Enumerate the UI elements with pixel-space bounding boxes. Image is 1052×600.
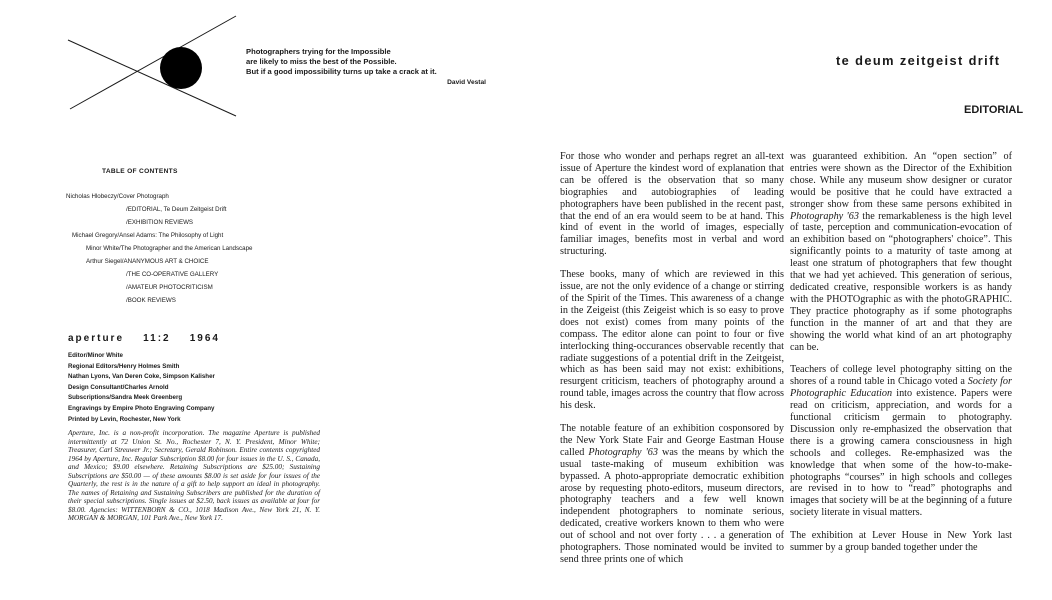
toc-item: Nicholas Hlobeczy/Cover Photograph xyxy=(66,193,169,200)
staff-item: Regional Editors/Henry Holmes Smith xyxy=(68,362,180,370)
exhibition-title: Photography '63 xyxy=(790,210,859,222)
toc-item: Arthur Siegel/ANANYMOUS ART & CHOICE xyxy=(86,258,209,265)
aperture-logo xyxy=(66,12,238,118)
staff-item: Engravings by Empire Photo Engraving Company xyxy=(68,404,215,412)
editorial-paragraph: These books, many of which are reviewed in this issue, are not the only evidence of a change or stirring of the Spirit of the Times. This awareness of a change in the Zeigeist (this Zeigeist which is so easy to prove does not exist) comes from many points of the compass. The editor alone can point to four or five interlocking thing-occurances observable recently that radiate suggestions of a potential drift in the Zeitgeist, which as has been said may not exist: exhibitions, resurgent criticism, teachers of photography around a round table, images across the country that flow across his desk. xyxy=(560,269,784,412)
editorial-paragraph: The notable feature of an exhibition cosponsored by the New York State Fair and George Eastman House called Photography '63 was the means by which the usual taste-making of museum exhibition was bypassed. A photo-appropriate democratic exhibition arose by requesting photo-editors, museum directors, photography teachers and a few well known independent photographers to nominate serious, dedicated, creative workers known to them who were out of school and not over forty . . . a generation of photographers. Those nominated would be invited to send three prints one of which xyxy=(560,423,784,565)
toc-item: /THE CO-OPERATIVE GALLERY xyxy=(126,271,219,278)
toc-item: Michael Gregory/Ansel Adams: The Philosophy of Light xyxy=(72,232,224,239)
epigraph-line: are likely to miss the best of the Possible. xyxy=(246,57,397,67)
magazine-name: aperture xyxy=(68,333,125,344)
epigraph xyxy=(246,47,486,88)
staff-list xyxy=(68,351,215,425)
section-label: EDITORIAL xyxy=(964,104,1024,116)
logo-line-1 xyxy=(68,40,236,116)
staff-item: Editor/Minor White xyxy=(68,352,123,359)
toc-item: /EXHIBITION REVIEWS xyxy=(126,219,194,226)
staff-item: Nathan Lyons, Van Deren Coke, Simpson Kalisher xyxy=(68,373,215,381)
editorial-paragraph: For those who wonder and perhaps regret an all-text issue of Aperture the kindest word of explanation that can be offered is the observation that so many biographies and autobiographies of leading photographers have been published in the recent past, that the end of an era would seem to be at hand. This kind of event in the world of images, especially familiar images, benefits most in verbal and word structuring. xyxy=(560,151,784,258)
exhibition-title: Photography '63 xyxy=(588,446,658,458)
editorial-paragraph: Teachers of college level photography sitting on the shores of a round table in Chicago voted a Society for Photographic Education into existence. Papers were read on criticism, appreciation, and words for a functional criticism germain to photography. Discussion only re-emphasized the observation that there is a growing camera consciousness in high schools and colleges. Re-emphasized was the knowledge that when some of the how-to-make-photographs “courses” in high schools and colleges are revised in to how to “read” photographs and images that society will be at the beginning of a future society literate in visual matters. xyxy=(790,364,1013,519)
issue-line xyxy=(68,333,220,344)
toc-item: /EDITORIAL, Te Deum Zeitgeist Drift xyxy=(126,206,227,213)
editorial-column-right xyxy=(790,151,1012,565)
staff-item: Printed by Levin, Rochester, New York xyxy=(68,415,181,423)
logo-black-disc xyxy=(160,47,202,89)
epigraph-line: But if a good impossibility turns up take a crack at it. xyxy=(246,67,437,77)
epigraph-line: Photographers trying for the Impossible xyxy=(246,47,391,56)
toc-item: /BOOK REVIEWS xyxy=(126,297,176,304)
editorial-title: te deum zeitgeist drift xyxy=(836,53,1001,68)
toc-item: Minor White/The Photographer and the American Landscape xyxy=(86,245,253,252)
editorial-paragraph: The exhibition at Lever House in New York last summer by a group banded together under the xyxy=(790,530,1012,554)
editorial-column-left xyxy=(560,151,784,577)
publisher-note: Aperture, Inc. is a non-profit incorporation. The magazine Aperture is published intermittently at 72 Union St. No., Rochester 7, N. Y. President, Minor White; Treasurer, Carl Streuwer Jr.; Secretary, Gerald Robinson. Entire contents copyrighted 1964 by Aperture, Inc. Regular Subscription $8.00 for four issues in the U. S., Canada, and Mexico; $9.00 elsewhere. Retaining Subscriptions are $25.00; Sustaining Subscriptions are $50.00 — of these amounts $8.00 is set aside for four issues of the Quarterly, the rest is in the nature of a gift to help support an ideal in photography. The names of Retaining and Sustaining Subscribers are published for the duration of their special subscriptions. Single issues at $2.50, back issues as available at four for $8.00. Agencies: WITTENBORN & CO., 1018 Madison Ave., New York 21, N. Y. MORGAN & MORGAN, 101 Park Ave., New York 17. xyxy=(68,429,320,523)
issue-volume: 11:2 xyxy=(143,333,171,344)
staff-item: Subscriptions/Sandra Meek Greenberg xyxy=(68,394,183,402)
toc-item: /AMATEUR PHOTOCRITICISM xyxy=(126,284,213,291)
society-name: Society for Photographic Education xyxy=(790,376,1012,400)
staff-item: Design Consultant/Charles Arnold xyxy=(68,383,169,391)
epigraph-author: David Vestal xyxy=(447,78,486,86)
logo-line-2 xyxy=(70,16,236,109)
toc-heading: TABLE OF CONTENTS xyxy=(102,168,178,175)
issue-year: 1964 xyxy=(189,333,220,344)
editorial-paragraph: was guaranteed exhibition. An “open section” of entries were shown as the Director of the Exhibition chose. While any museum show designer or curator would be positive that he could have extracted a stronger show from these same persons exhibited in Photography '63 the remarkableness is the high level of taste, perception and communication-evocation of an exhibition based on “photographers' choice”. This significantly points to a maturity of taste among at least one stratum of photographers that few thought that we had yet achieved. This generation of serious, dedicated creative, responsible workers is as handy with the PHOTOgraphic as with the photoGRAPHIC. They practice photography as if some photographs function in the manner of art and that they are showing the world what kind of an art photography can be. xyxy=(790,151,1012,353)
